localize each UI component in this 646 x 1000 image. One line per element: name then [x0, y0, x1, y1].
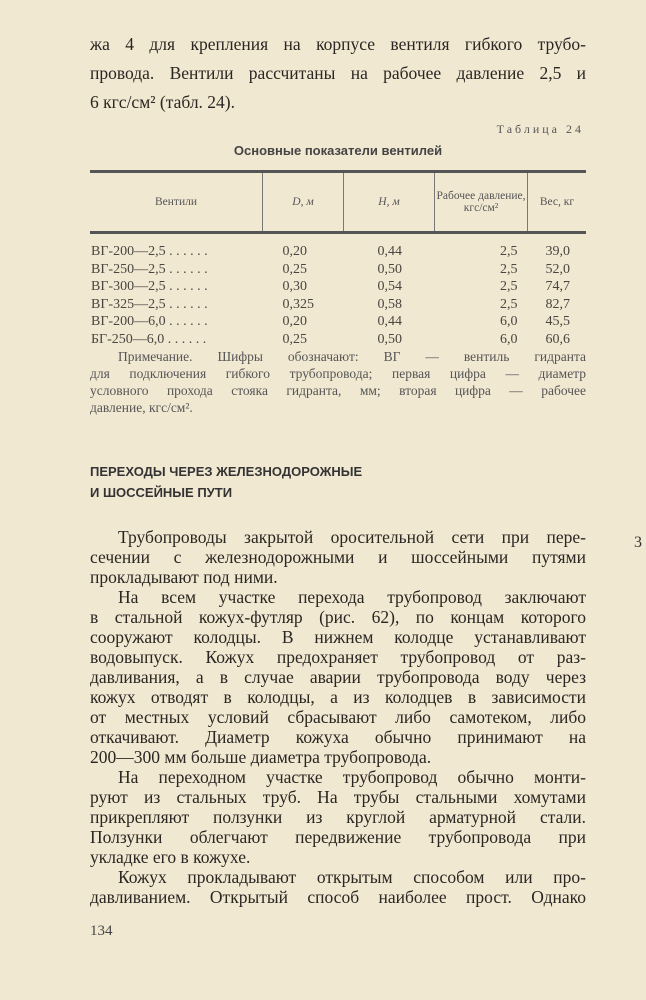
table-row: [90, 313, 586, 331]
text-line: Кожух прокладывают открытым способом или про-: [118, 867, 586, 887]
intro-paragraph: [90, 30, 586, 117]
note-line: давление, кгс/см².: [90, 400, 193, 415]
table-cell: 0,325: [282, 296, 314, 312]
table-cell: 2,5: [500, 244, 518, 259]
table-cell: 0,25: [282, 261, 307, 277]
text-line: сечении с железнодорожными и шоссейными путями: [90, 547, 586, 567]
table-cell: 0,20: [282, 314, 307, 329]
table-cell: ВГ-200—6,0 . . . . . .: [91, 314, 208, 329]
table-row: [90, 331, 586, 349]
page-number: 134: [90, 923, 113, 939]
text-line: укладке его в кожухе.: [90, 847, 251, 867]
margin-mark: 3: [634, 534, 642, 551]
table-cell: 52,0: [545, 261, 570, 277]
note-line: условного прохода стояка гидранта, мм; вторая цифра — рабочее: [90, 383, 586, 398]
table-cell: 60,6: [545, 331, 570, 347]
note-line: Примечание. Шифры обозначают: ВГ — вентиль гидранта: [118, 349, 586, 364]
table-header-row: [90, 172, 586, 233]
table-cell: 2,5: [500, 279, 518, 294]
header-pressure: Рабочее давление, кгс/см²: [435, 172, 528, 233]
text-line: от местных условий сбрасывают либо самотеком, либо: [90, 707, 586, 727]
table-cell: БГ-250—6,0 . . . . . .: [91, 331, 207, 347]
table-cell: ВГ-325—2,5 . . . . . .: [91, 296, 208, 312]
text-line: сооружают колодцы. В нижнем колодце устанавливают: [90, 627, 586, 647]
header-d: [263, 172, 344, 233]
text-line: руют из стальных труб. На трубы стальными хомутами: [90, 787, 586, 807]
text-line: давливания, а в случае аварии трубопровода воду через: [90, 667, 586, 687]
header-h: [344, 172, 435, 233]
table-cell: 0,25: [282, 331, 307, 347]
header-weight: Вес, кг: [528, 172, 587, 233]
table-row: [90, 233, 586, 261]
table-cell: 0,50: [377, 331, 402, 347]
table-cell: 0,20: [282, 244, 307, 259]
note-line: для подключения гибкого трубопровода; первая цифра — диаметр: [90, 366, 586, 381]
text-line: 6 кгс/см² (табл. 24).: [90, 92, 236, 112]
text-line: Ползунки облегчают передвижение трубопровода при: [90, 827, 586, 847]
table-cell: 39,0: [545, 244, 570, 259]
table-cell: 2,5: [500, 296, 518, 312]
table-cell: 0,50: [377, 261, 402, 277]
table-cell: 0,30: [282, 279, 307, 294]
text-line: кожух отводят в колодцы, а из колодцев в зависимости: [90, 687, 586, 707]
table-title: Основные показатели вентилей: [233, 143, 443, 158]
text-line: прикрепляют ползунки из круглой арматурной стали.: [90, 807, 586, 827]
text-line: На переходном участке трубопровод обычно монти-: [118, 767, 586, 787]
text-line: жа 4 для крепления на корпусе вентиля гибкого трубо-: [90, 34, 586, 54]
section-heading: [90, 461, 362, 503]
table-cell: 74,7: [545, 279, 570, 294]
heading-line: И ШОССЕЙНЫЕ ПУТИ: [90, 485, 233, 500]
table-row: [90, 296, 586, 314]
text-line: На всем участке перехода трубопровод заключают: [118, 587, 586, 607]
header-valves: Вентили: [90, 172, 263, 233]
table-cell: ВГ-300—2,5 . . . . . .: [91, 279, 208, 294]
body-text: [90, 527, 586, 907]
table-caption: Таблица 24: [496, 122, 584, 136]
table-cell: 82,7: [545, 296, 570, 312]
text-line: провода. Вентили рассчитаны на рабочее давление 2,5 и: [90, 63, 586, 83]
table-cell: ВГ-250—2,5 . . . . . .: [91, 261, 208, 277]
table-cell: 6,0: [500, 331, 518, 347]
table-cell: 0,44: [377, 314, 402, 329]
text-line: 200—300 мм больше диаметра трубопровода.: [90, 747, 432, 767]
table-cell: 2,5: [500, 261, 518, 277]
text-line: в стальной кожух-футляр (рис. 62), по концам которого: [90, 607, 586, 627]
text-line: водовыпуск. Кожух предохраняет трубопровод от раз-: [90, 647, 586, 667]
text-line: откачивают. Диаметр кожуха обычно принимают на: [90, 727, 586, 747]
table-cell: 0,44: [377, 244, 402, 259]
valves-table: [90, 170, 586, 348]
table-row: [90, 278, 586, 296]
table-cell: ВГ-200—2,5 . . . . . .: [91, 244, 208, 259]
header-h-label: H, м: [378, 196, 400, 208]
text-line: прокладывают под ними.: [90, 567, 278, 587]
heading-line: ПЕРЕХОДЫ ЧЕРЕЗ ЖЕЛЕЗНОДОРОЖНЫЕ: [90, 464, 363, 479]
text-line: давливанием. Открытый способ наиболее прост. Однако: [90, 887, 586, 907]
table-cell: 0,58: [377, 296, 402, 312]
table-cell: 6,0: [500, 314, 518, 329]
table-note: [90, 348, 586, 416]
text-line: Трубопроводы закрытой оросительной сети при пере-: [118, 527, 586, 547]
header-d-label: D, м: [292, 196, 314, 208]
table-cell: 45,5: [545, 314, 570, 329]
table-cell: 0,54: [377, 279, 402, 294]
table-row: [90, 261, 586, 279]
